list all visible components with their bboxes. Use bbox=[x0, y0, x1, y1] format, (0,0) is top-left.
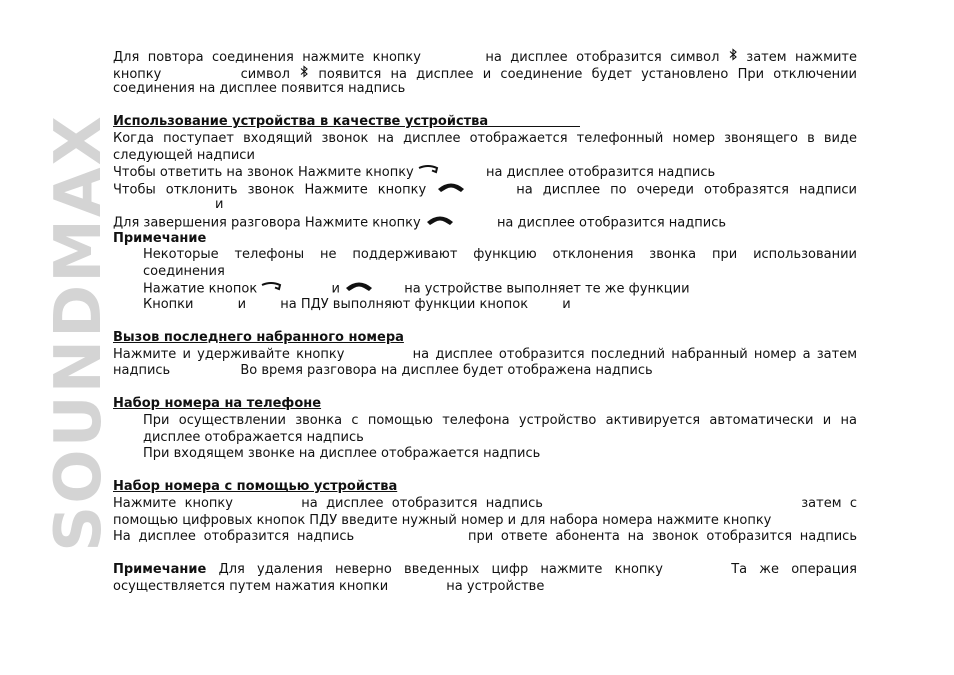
section-heading: Вызов последнего набранного номера bbox=[113, 330, 404, 346]
bluetooth-icon bbox=[728, 48, 738, 67]
s2-line-1: Нажмите и удерживайте кнопку на дисплее отобразится последний набранный номер а затем bbox=[113, 346, 858, 362]
s4-line-1: Нажмите кнопку на дисплее отобразится надпись затем с bbox=[113, 496, 857, 512]
note2-line-2: осуществляется путем нажатия кнопки на устройстве bbox=[113, 579, 545, 594]
note-label: Примечание bbox=[113, 230, 207, 246]
manual-page bbox=[113, 48, 857, 596]
note-line-1: Некоторые телефоны не поддерживают функцию отклонения звонка при использовании bbox=[143, 247, 857, 263]
section-heading: Набор номера с помощью устройства bbox=[113, 479, 398, 495]
section-heading: Набор номера на телефоне bbox=[113, 396, 322, 412]
s4-line-3: На дисплее отобразится надпись при ответе абонента на звонок отобразится надпись bbox=[113, 529, 857, 545]
s3-line-1: При осуществлении звонка с помощью телефона устройство активируется автоматически и на bbox=[143, 413, 857, 429]
section-heading bbox=[113, 114, 857, 131]
phone-hangup-icon bbox=[425, 214, 455, 232]
phone-hangup-icon bbox=[344, 280, 374, 298]
phone-hangup-icon bbox=[436, 181, 466, 199]
s1-line-1: Когда поступает входящий звонок на дисплее отображается телефонный номер звонящего в виде bbox=[113, 130, 857, 146]
s1-line-3: Чтобы ответить на звонок Нажмите кнопку на дисплее отобразится надпись bbox=[113, 164, 716, 180]
s4-line-2: помощью цифровых кнопок ПДУ введите нужный номер и для набора номера нажмите кнопку bbox=[113, 512, 772, 528]
p1-line-3: соединения на дисплее появится надпись bbox=[113, 81, 406, 97]
s2-line-2: надпись Во время разговора на дисплее будет отображена надпись bbox=[113, 363, 653, 379]
s3-line-2: дисплее отображается надпись bbox=[143, 429, 364, 445]
s1-line-5: и bbox=[215, 197, 224, 213]
phone-answer-icon bbox=[418, 164, 438, 181]
s3-line-3: При входящем звонке на дисплее отображается надпись bbox=[143, 446, 541, 462]
s1-line-4: Чтобы отклонить звонок Нажмите кнопку на дисплее по очереди отобразятся надписи bbox=[113, 182, 858, 198]
note2-line-1: Примечание Для удаления неверно введенных цифр нажмите кнопку Та же операция bbox=[113, 562, 858, 578]
note-line-2: соединения bbox=[143, 263, 225, 279]
phone-answer-icon bbox=[261, 281, 281, 298]
p1-line-1: Для повтора соединения нажмите кнопку на дисплее отобразится символ затем нажмите bbox=[113, 49, 857, 65]
brand-watermark bbox=[42, 40, 116, 625]
note-label: Примечание bbox=[113, 562, 207, 578]
note-line-3: Нажатие кнопок и на устройстве выполняет те же функции bbox=[143, 281, 690, 297]
s1-line-6: Для завершения разговора Нажмите кнопку на дисплее отобразится надпись bbox=[113, 215, 727, 231]
s1-line-2: следующей надписи bbox=[113, 147, 255, 163]
section-heading-text: Использование устройства в качестве устройства bbox=[113, 114, 489, 130]
brand-logo-text: SOUNDMAX bbox=[42, 113, 116, 552]
note-line-4: Кнопки и на ПДУ выполняют функции кнопок и bbox=[143, 296, 571, 312]
p1-line-2: кнопку символ появится на дисплее и соединение будет установлено При отключении bbox=[113, 66, 857, 82]
